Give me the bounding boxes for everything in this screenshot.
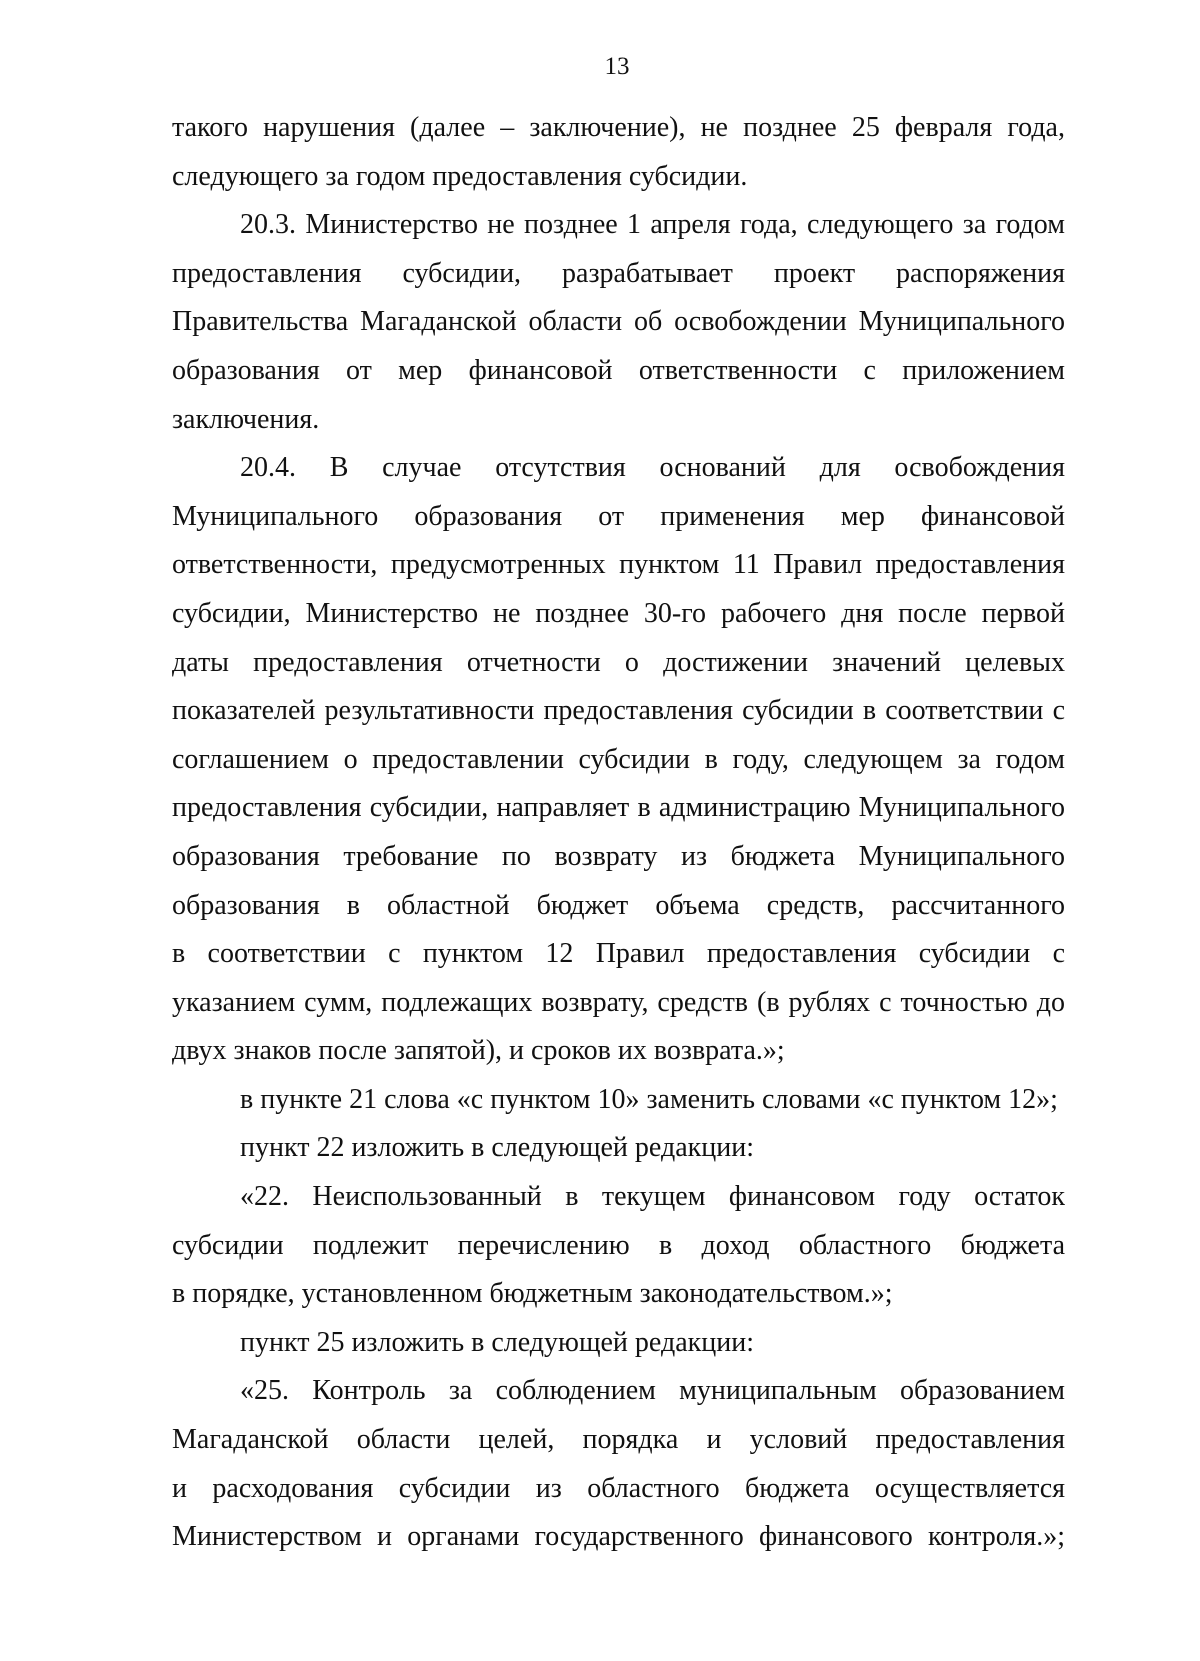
text-line: предоставления субсидии, разрабатывает проект распоряжения — [172, 257, 1065, 289]
text-line: «25. Контроль за соблюдением муниципальным образованием — [240, 1375, 1065, 1407]
text-line: пункт 25 изложить в следующей редакции: — [240, 1326, 754, 1358]
text-line: в соответствии с пунктом 12 Правил предоставления субсидии с — [172, 938, 1065, 970]
text-line: ответственности, предусмотренных пунктом 11 Правил предоставления — [172, 549, 1065, 581]
text-line: соглашением о предоставлении субсидии в году, следующем за годом — [172, 743, 1065, 775]
text-line: в порядке, установленном бюджетным законодательством.»; — [172, 1278, 893, 1310]
text-line: образования от мер финансовой ответственности с приложением — [172, 354, 1065, 386]
page-number: 13 — [604, 53, 630, 80]
text-line: указанием сумм, подлежащих возврату, средств (в рублях с точностью до — [172, 986, 1065, 1018]
text-line: такого нарушения (далее – заключение), не позднее 25 февраля года, — [172, 112, 1065, 143]
text-line: двух знаков после запятой), и сроков их возврата.»; — [172, 1035, 785, 1067]
text-line: даты предоставления отчетности о достижении значений целевых — [172, 646, 1065, 678]
text-line: в пункте 21 слова «с пунктом 10» заменить словами «с пунктом 12»; — [240, 1083, 1058, 1115]
text-line: показателей результативности предоставления субсидии в соответствии с — [172, 695, 1065, 727]
text-line: и расходования субсидии из областного бюджета осуществляется — [172, 1472, 1065, 1504]
text-line: образования в областной бюджет объема средств, рассчитанного — [172, 889, 1065, 921]
text-line: субсидии подлежит перечислению в доход областного бюджета — [172, 1229, 1065, 1261]
text-line: 20.3. Министерство не позднее 1 апреля года, следующего за годом — [240, 209, 1065, 241]
text-line: следующего за годом предоставления субсидии. — [172, 160, 748, 192]
text-line: «22. Неиспользованный в текущем финансовом году остаток — [240, 1181, 1065, 1213]
text-line: субсидии, Министерство не позднее 30-го рабочего дня после первой — [172, 597, 1065, 629]
text-line: Муниципального образования от применения мер финансовой — [172, 500, 1065, 532]
text-line: Магаданской области целей, порядка и условий предоставления — [172, 1424, 1065, 1456]
text-line: образования требование по возврату из бюджета Муниципального — [172, 840, 1065, 872]
text-line: 20.4. В случае отсутствия оснований для освобождения — [240, 452, 1065, 484]
document-body — [172, 104, 1065, 1562]
text-line: Правительства Магаданской области об освобождении Муниципального — [172, 306, 1065, 338]
text-line: заключения. — [172, 403, 320, 435]
text-line: предоставления субсидии, направляет в администрацию Муниципального — [172, 792, 1065, 824]
text-line: пункт 22 изложить в следующей редакции: — [240, 1132, 754, 1164]
text-line: Министерством и органами государственного финансового контроля.»; — [172, 1521, 1065, 1553]
